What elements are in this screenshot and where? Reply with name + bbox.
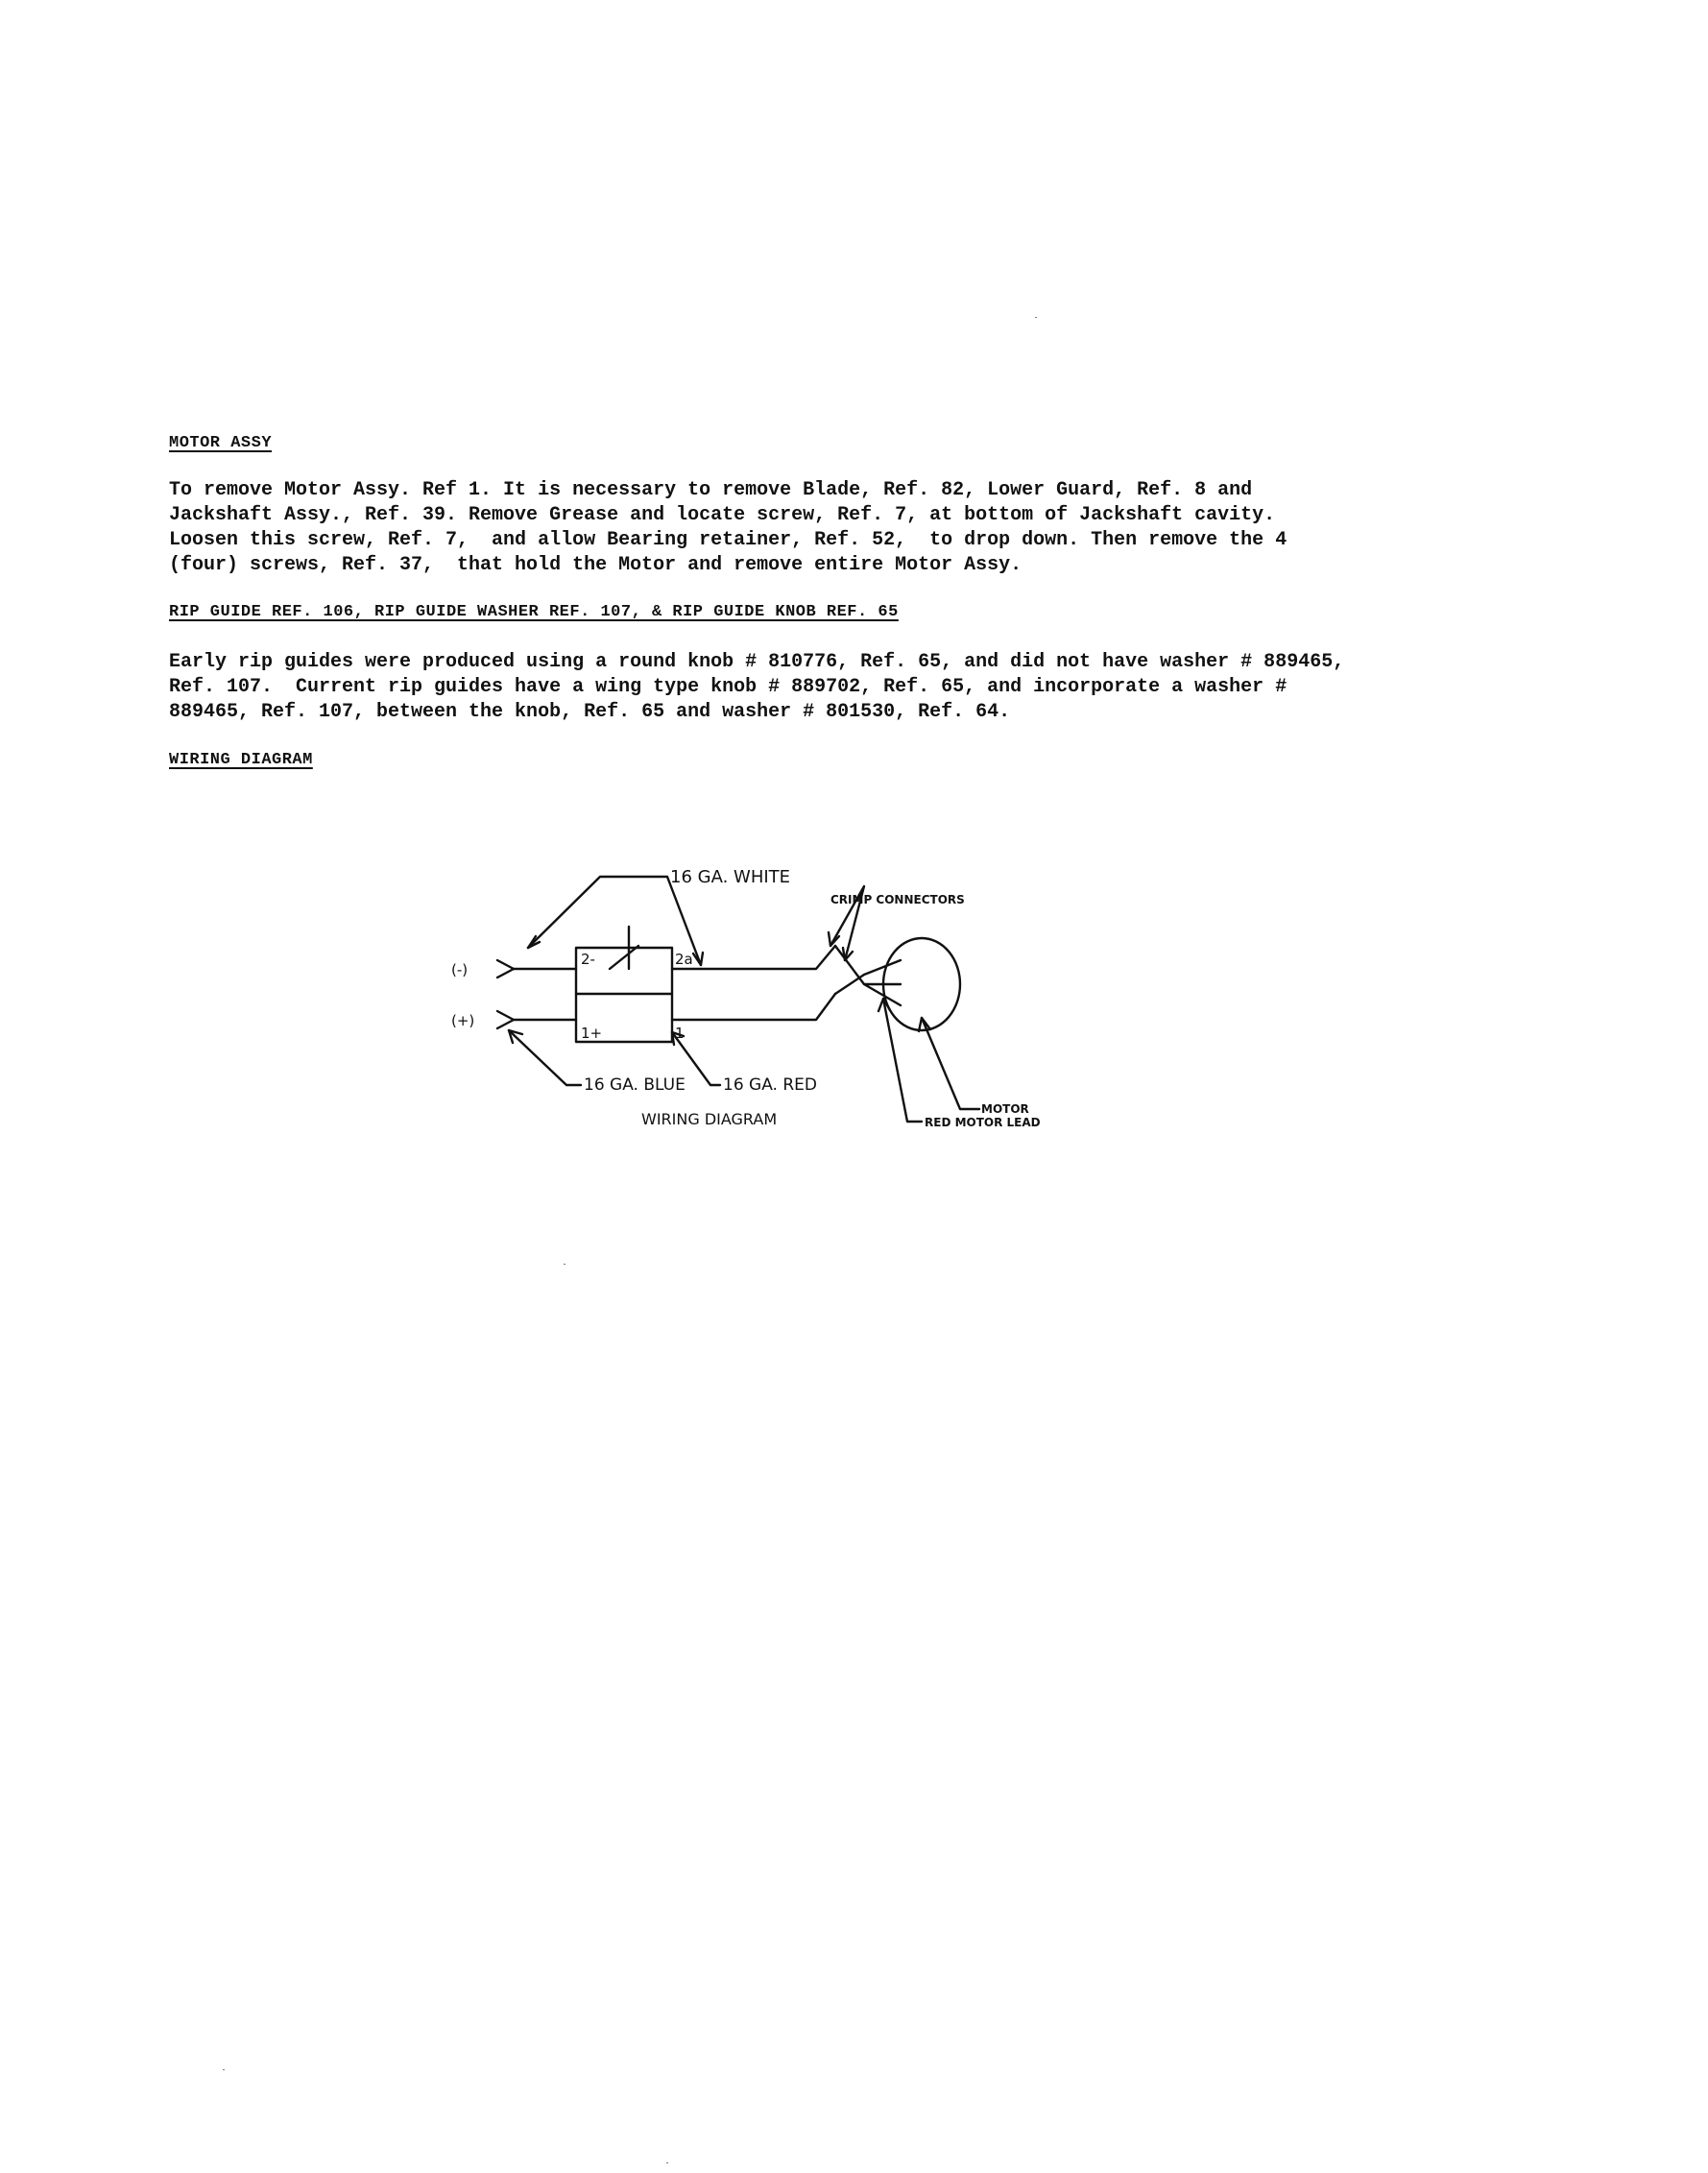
label-16ga-red: 16 GA. RED	[723, 1075, 817, 1095]
scan-speck	[564, 1264, 565, 1265]
label-terminal-1plus: 1+	[581, 1025, 603, 1042]
heading-motor-assy: MOTOR ASSY	[169, 434, 273, 452]
plug-prong-plus	[497, 1011, 514, 1028]
plug-prong-minus	[497, 960, 514, 978]
label-motor: MOTOR	[981, 1102, 1029, 1116]
label-terminal-2a: 2a	[675, 951, 693, 968]
text-line: 889465, Ref. 107, between the knob, Ref. 65 and washer # 801530, Ref. 64.	[169, 701, 1011, 723]
label-crimp-connectors: CRIMP CONNECTORS	[830, 893, 965, 906]
scan-speck	[223, 2069, 225, 2070]
leader-red-motor-lead	[883, 999, 922, 1122]
paragraph-motor-assy	[169, 478, 1571, 578]
wire-plus	[514, 994, 835, 1020]
scan-speck	[1035, 317, 1037, 318]
text-line: (four) screws, Ref. 37, that hold the Motor and remove entire Motor Assy.	[169, 554, 1022, 576]
text-line: Loosen this screw, Ref. 7, and allow Bearing retainer, Ref. 52, to drop down. Then remove the 4	[169, 529, 1287, 551]
text-line: Ref. 107. Current rip guides have a wing type knob # 889702, Ref. 65, and incorporate a washer #	[169, 676, 1287, 698]
label-minus: (-)	[451, 961, 469, 978]
text-line: Early rip guides were produced using a round knob # 810776, Ref. 65, and did not have washer # 889465,	[169, 651, 1345, 673]
label-16ga-white: 16 GA. WHITE	[670, 867, 791, 887]
diagram-caption: WIRING DIAGRAM	[641, 1110, 778, 1128]
text-line: To remove Motor Assy. Ref 1. It is necessary to remove Blade, Ref. 82, Lower Guard, Ref. 8 and	[169, 479, 1253, 501]
label-16ga-blue: 16 GA. BLUE	[584, 1075, 686, 1095]
scan-speck	[666, 2162, 668, 2163]
label-terminal-2minus: 2-	[581, 951, 595, 968]
heading-rip-guide: RIP GUIDE REF. 106, RIP GUIDE WASHER REF. 107, & RIP GUIDE KNOB REF. 65	[169, 603, 899, 621]
wiring-diagram-drawing	[442, 840, 1095, 1147]
leader-motor	[922, 1018, 979, 1109]
label-plus: (+)	[451, 1012, 475, 1029]
label-terminal-1: 1	[675, 1025, 685, 1042]
wiring-diagram	[442, 840, 1095, 1147]
paragraph-rip-guide	[169, 650, 1571, 725]
text-line: Jackshaft Assy., Ref. 39. Remove Grease and locate screw, Ref. 7, at bottom of Jackshaft cavity.	[169, 504, 1276, 526]
heading-wiring-diagram: WIRING DIAGRAM	[169, 751, 313, 769]
label-red-motor-lead: RED MOTOR LEAD	[925, 1116, 1041, 1129]
leader-blue	[509, 1030, 581, 1085]
